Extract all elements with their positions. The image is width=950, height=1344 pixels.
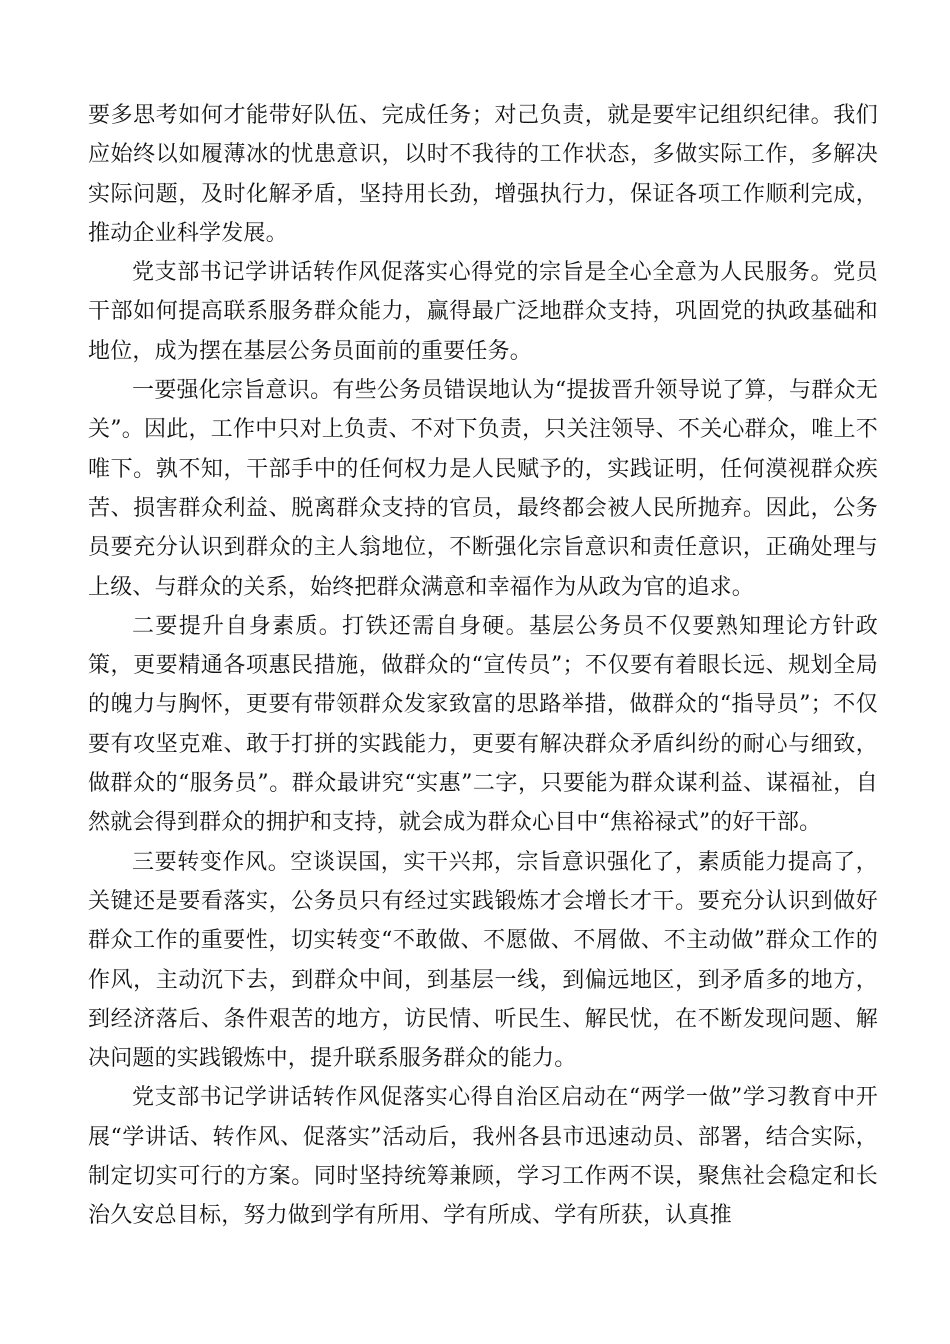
paragraph-6: 党支部书记学讲话转作风促落实心得自治区启动在“两学一做”学习教育中开展“学讲话、转作风、促落实”活动后，我州各县市迅速动员、部署，结合实际，制定切实可行的方案。同时坚持统筹兼顾，学习工作两不误，聚焦社会稳定和长治久安总目标，努力做到学有所用、学有所成、学有所获，认真推 [88, 1085, 878, 1229]
paragraph-5: 三要转变作风。空谈误国，实干兴邦，宗旨意识强化了，素质能力提高了，关键还是要看落实，公务员只有经过实践锻炼才会增长才干。要充分认识到做好群众工作的重要性，切实转变“不敢做、不愿做、不屑做、不主动做”群众工作的作风，主动沉下去，到群众中间，到基层一线，到偏远地区，到矛盾多的地方，到经济落后、条件艰苦的地方，访民情、听民生、解民忧，在不断发现问题、解决问题的实践锻炼中，提升联系服务群众的能力。 [88, 849, 878, 1072]
paragraph-1: 要多思考如何才能带好队伍、完成任务；对己负责，就是要牢记组织纪律。我们应始终以如履薄冰的忧患意识，以时不我待的工作状态，多做实际工作，多解决实际问题，及时化解矛盾，坚持用长劲，增强执行力，保证各项工作顺利完成，推动企业科学发展。 [88, 103, 878, 246]
paragraph-3: 一要强化宗旨意识。有些公务员错误地认为“提拔晋升领导说了算，与群众无关”。因此，工作中只对上负责、不对下负责，只关注领导、不关心群众，唯上不唯下。孰不知，干部手中的任何权力是人民赋予的，实践证明，任何漠视群众疾苦、损害群众利益、脱离群众支持的官员，最终都会被人民所抛弃。因此，公务员要充分认识到群众的主人翁地位，不断强化宗旨意识和责任意识，正确处理与上级、与群众的关系，始终把群众满意和幸福作为从政为官的追求。 [88, 378, 878, 600]
document-body [88, 96, 878, 1236]
paragraph-2: 党支部书记学讲话转作风促落实心得党的宗旨是全心全意为人民服务。党员干部如何提高联系服务群众能力，赢得最广泛地群众支持，巩固党的执政基础和地位，成为摆在基层公务员面前的重要任务。 [88, 260, 878, 364]
paragraph-4: 二要提升自身素质。打铁还需自身硬。基层公务员不仅要熟知理论方针政策，更要精通各项惠民措施，做群众的“宣传员”；不仅要有着眼长远、规划全局的魄力与胸怀，更要有带领群众发家致富的思路举措，做群众的“指导员”；不仅要有攻坚克难、敢于打拼的实践能力，更要有解决群众矛盾纠纷的耐心与细致，做群众的“服务员”。群众最讲究“实惠”二字，只要能为群众谋利益、谋福祉，自然就会得到群众的拥护和支持，就会成为群众心目中“焦裕禄式”的好干部。 [88, 613, 878, 836]
